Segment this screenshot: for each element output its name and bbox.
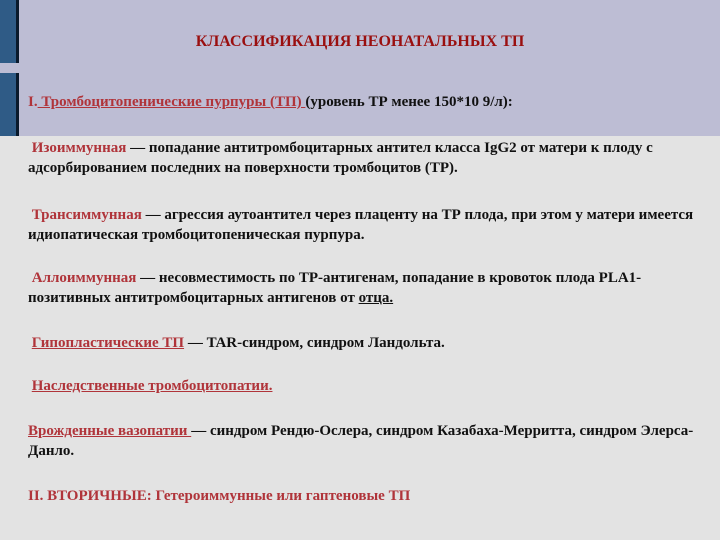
item-term: Трансиммунная <box>31 207 142 223</box>
item-text: — TAR-синдром, синдром Ландольта. <box>184 335 445 351</box>
item-hypoplastic <box>28 333 714 353</box>
section-1-title: Тромбоцитопенические пурпуры (ТП) <box>37 94 306 110</box>
item-tail: отца. <box>358 290 394 306</box>
item-text: — синдром Рендю-Ослера, синдром Казабаха-Мерритта, синдром Элерса-Данло. <box>28 423 694 459</box>
item-term: Гипопластические ТП <box>31 335 185 351</box>
item-hereditary <box>28 376 714 396</box>
item-text: — агрессия аутоантител через плаценту на ТР плода, при этом у матери имеется идиопатическая тромбоцитопеническая пурпура. <box>28 207 694 243</box>
item-isoimmune <box>28 138 714 178</box>
item-term: Наследственные тромбоцитопатии. <box>31 378 273 394</box>
section-2-text: Гетероиммунные или гаптеновые ТП <box>151 488 411 504</box>
item-text: — несовместимость по ТР-антигенам, попадание в кровоток плода PLA1-позитивных антитромбоцитарных антигенов от <box>28 270 642 306</box>
header-band <box>0 0 720 136</box>
section-2-heading: II. ВТОРИЧНЫЕ: <box>28 488 152 504</box>
item-text: — попадание антитромбоцитарных антител класса IgG2 от матери к плоду с адсорбированием последних на поверхности тромбоцитов (ТР). <box>28 140 653 176</box>
accent-bar-top <box>0 0 19 63</box>
section-1-prefix: I. <box>28 94 38 110</box>
slide-title: КЛАССИФИКАЦИЯ НЕОНАТАЛЬНЫХ ТП <box>195 33 525 50</box>
section-1-note: (уровень ТР менее 150*10 9/л): <box>305 94 513 110</box>
item-congenital <box>28 421 714 461</box>
section-2 <box>28 486 714 506</box>
item-term: Врожденные вазопатии <box>28 423 192 439</box>
accent-bar-bottom <box>0 73 19 136</box>
section-1-heading <box>28 92 714 112</box>
item-term: Аллоиммунная <box>31 270 137 286</box>
item-alloimmune <box>28 268 714 308</box>
item-term: Изоиммунная <box>31 140 127 156</box>
item-transimmune <box>28 205 714 245</box>
